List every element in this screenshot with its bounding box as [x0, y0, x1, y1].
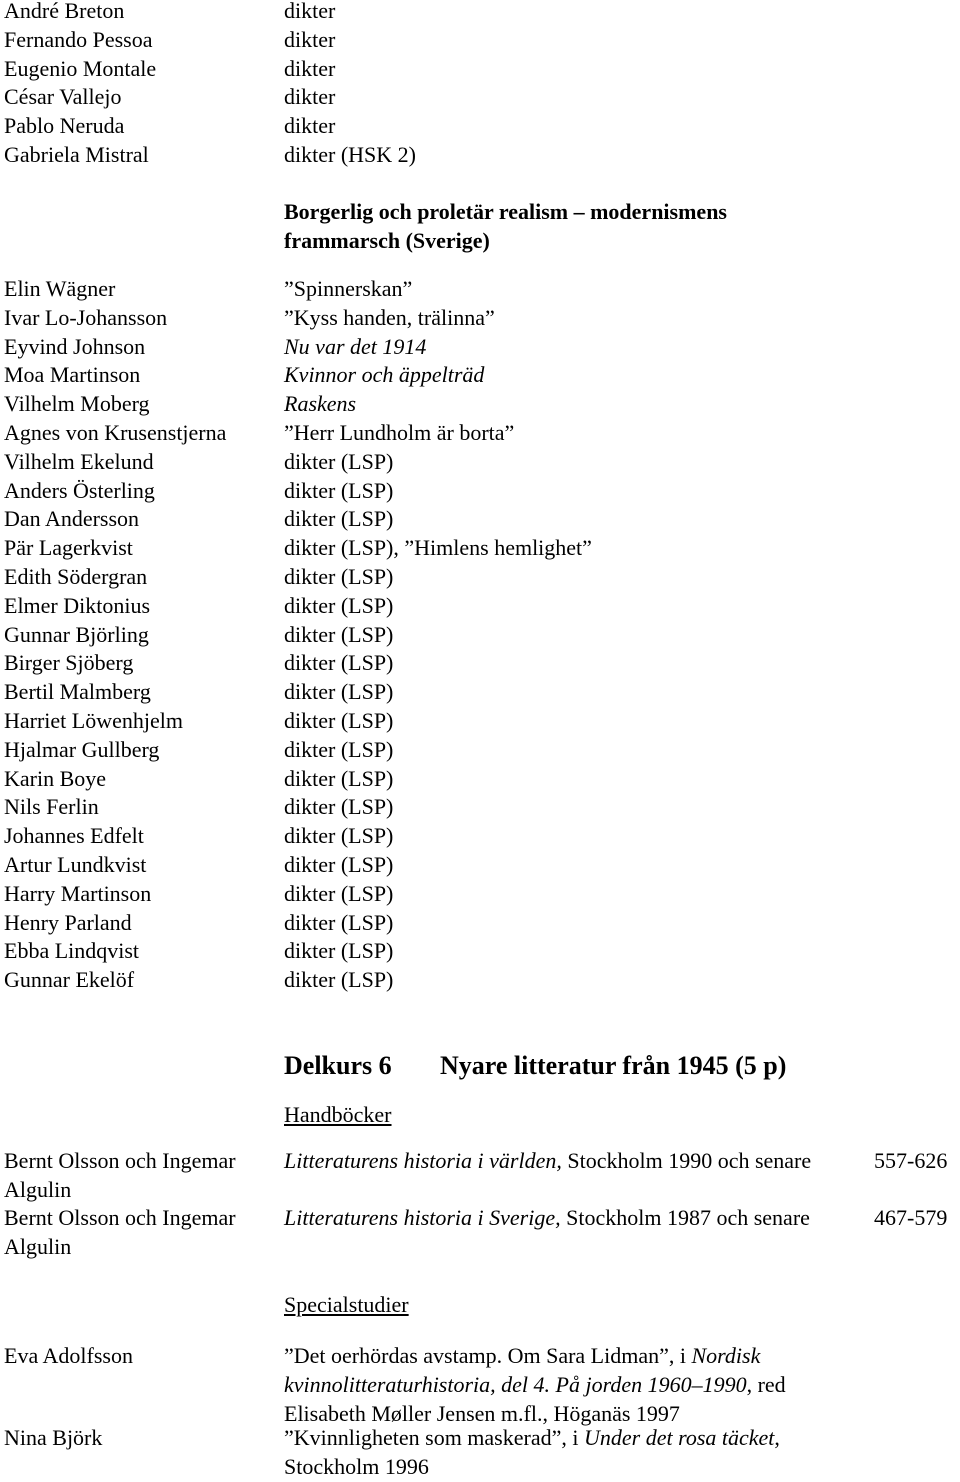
author-name: Dan Andersson	[4, 506, 140, 532]
author-name: Vilhelm Moberg	[4, 391, 150, 417]
author-name: Pablo Neruda	[4, 113, 125, 139]
work-title: dikter (LSP)	[284, 592, 394, 618]
reference-title: Litteraturens historia i Sverige,	[284, 1205, 561, 1230]
list-item	[0, 419, 960, 448]
list-item	[0, 26, 960, 55]
list-item	[0, 851, 960, 880]
list-item	[0, 736, 960, 765]
work-title: ”Herr Lundholm är borta”	[284, 419, 515, 445]
list-item	[0, 448, 960, 477]
author-name: Hjalmar Gullberg	[4, 736, 160, 762]
author-name: Fernando Pessoa	[4, 26, 153, 52]
list-item	[0, 793, 960, 822]
list-item	[0, 621, 960, 650]
work-title: dikter (LSP)	[284, 794, 394, 820]
list-item	[0, 534, 960, 563]
reference-part: ”Det oerhördas avstamp. Om Sara Lidman”, i	[284, 1343, 692, 1368]
work-title: dikter (LSP)	[284, 736, 394, 762]
reference-text	[284, 1204, 824, 1233]
author-name: André Breton	[4, 0, 125, 23]
author-name: Nils Ferlin	[4, 794, 99, 820]
reference-author: Nina Björk	[4, 1425, 103, 1450]
author-name: Johannes Edfelt	[4, 823, 144, 849]
author-name: Henry Parland	[4, 909, 132, 935]
specialstudier-heading: Specialstudier	[284, 1292, 409, 1317]
work-title: dikter (LSP)	[284, 506, 394, 532]
section-heading	[284, 198, 727, 256]
work-title: dikter	[284, 84, 336, 110]
list-item	[0, 765, 960, 794]
list-item	[0, 505, 960, 534]
reference-text	[284, 1147, 824, 1176]
list-item	[0, 361, 960, 390]
list-item	[0, 678, 960, 707]
author-name: César Vallejo	[4, 84, 122, 110]
work-title: dikter (LSP)	[284, 909, 394, 935]
author-name: Anders Österling	[4, 477, 155, 503]
reference-pages: 467-579	[874, 1205, 948, 1230]
reference-part: ”Kvinnligheten som maskerad”, i	[284, 1425, 584, 1450]
author-name: Eyvind Johnson	[4, 333, 146, 359]
reference-author: Eva Adolfsson	[4, 1343, 133, 1368]
work-title: dikter (LSP)	[284, 477, 394, 503]
work-title: dikter (LSP)	[284, 448, 394, 474]
list-item	[0, 477, 960, 506]
list-item	[0, 275, 960, 304]
list-item	[0, 390, 960, 419]
author-name: Eugenio Montale	[4, 55, 157, 81]
reference-pages: 557-626	[874, 1148, 948, 1173]
reference-part: , Stockholm 1996	[284, 1425, 780, 1479]
author-name: Karin Boye	[4, 765, 107, 791]
handbocker-heading: Handböcker	[284, 1102, 392, 1127]
work-title: dikter	[284, 0, 336, 23]
author-name: Ivar Lo-Johansson	[4, 304, 168, 330]
list-item	[0, 592, 960, 621]
work-title: dikter (LSP)	[284, 823, 394, 849]
work-title: ”Kyss handen, trälinna”	[284, 304, 495, 330]
section-heading-line: frammarsch (Sverige)	[284, 227, 490, 253]
work-title: dikter (LSP)	[284, 650, 394, 676]
author-name: Bertil Malmberg	[4, 679, 151, 705]
top-author-list	[0, 0, 960, 170]
reference-part: , red Elisabeth Møller Jensen m.fl., Höganäs 1997	[284, 1371, 786, 1426]
list-item	[0, 563, 960, 592]
list-item	[0, 112, 960, 141]
work-title: dikter (LSP)	[284, 765, 394, 791]
author-name: Elin Wägner	[4, 276, 116, 301]
work-title: dikter (LSP)	[284, 880, 394, 906]
reference-text	[284, 1342, 859, 1428]
work-title: dikter (LSP)	[284, 707, 394, 733]
work-title: dikter (LSP)	[284, 621, 394, 647]
work-title: Raskens	[284, 391, 357, 417]
list-item	[0, 0, 960, 26]
work-title: dikter (LSP)	[284, 851, 394, 877]
work-title: ”Spinnerskan”	[284, 276, 413, 301]
author-name: Birger Sjöberg	[4, 650, 134, 676]
work-title: Nu var det 1914	[284, 333, 427, 359]
work-title: dikter (LSP)	[284, 938, 394, 964]
list-item	[0, 304, 960, 333]
author-name: Harry Martinson	[4, 880, 152, 906]
author-name: Vilhelm Ekelund	[4, 448, 154, 474]
work-title: dikter (LSP)	[284, 967, 394, 993]
reference-text	[284, 1424, 859, 1482]
reference-rest: Stockholm 1987 och senare	[560, 1205, 810, 1230]
author-name: Harriet Löwenhjelm	[4, 707, 183, 733]
reference-author: Bernt Olsson och Ingemar Algulin	[4, 1205, 236, 1259]
reference-title: Nordisk kvinnolitteraturhistoria, del 4. På jorden 1960–1990	[284, 1343, 761, 1397]
author-name: Moa Martinson	[4, 362, 141, 388]
list-item	[0, 822, 960, 851]
author-name: Gunnar Ekelöf	[4, 967, 135, 993]
list-item	[0, 880, 960, 909]
reference-title: Under det rosa täcket	[583, 1425, 775, 1450]
author-name: Pär Lagerkvist	[4, 535, 133, 561]
list-item	[0, 937, 960, 966]
sweden-author-list	[0, 275, 960, 995]
list-item	[0, 55, 960, 84]
reference-title: Litteraturens historia i världen,	[284, 1148, 562, 1173]
work-title: dikter	[284, 26, 336, 52]
author-name: Artur Lundkvist	[4, 851, 147, 877]
list-item	[0, 966, 960, 995]
list-item	[0, 909, 960, 938]
list-item	[0, 707, 960, 736]
section-heading-line: Borgerlig och proletär realism – modernismens	[284, 199, 727, 224]
author-name: Agnes von Krusenstjerna	[4, 419, 227, 445]
list-item	[0, 83, 960, 112]
reference-author: Bernt Olsson och Ingemar Algulin	[4, 1148, 236, 1202]
work-title: dikter	[284, 55, 336, 81]
work-title: dikter (LSP), ”Himlens hemlighet”	[284, 535, 592, 561]
work-title: dikter (LSP)	[284, 679, 394, 705]
author-name: Gunnar Björling	[4, 621, 149, 647]
work-title: dikter	[284, 113, 336, 139]
author-name: Elmer Diktonius	[4, 592, 151, 618]
reference-rest: Stockholm 1990 och senare	[561, 1148, 812, 1173]
delkurs-title: Nyare litteratur från 1945 (5 p)	[440, 1051, 787, 1080]
list-item	[0, 333, 960, 362]
author-name: Ebba Lindqvist	[4, 938, 140, 964]
author-name: Gabriela Mistral	[4, 141, 149, 167]
list-item	[0, 649, 960, 678]
work-title: dikter (HSK 2)	[284, 141, 416, 167]
list-item	[0, 141, 960, 170]
delkurs-number: Delkurs 6	[284, 1051, 392, 1080]
author-name: Edith Södergran	[4, 563, 148, 589]
work-title: Kvinnor och äppelträd	[284, 362, 485, 388]
work-title: dikter (LSP)	[284, 563, 394, 589]
